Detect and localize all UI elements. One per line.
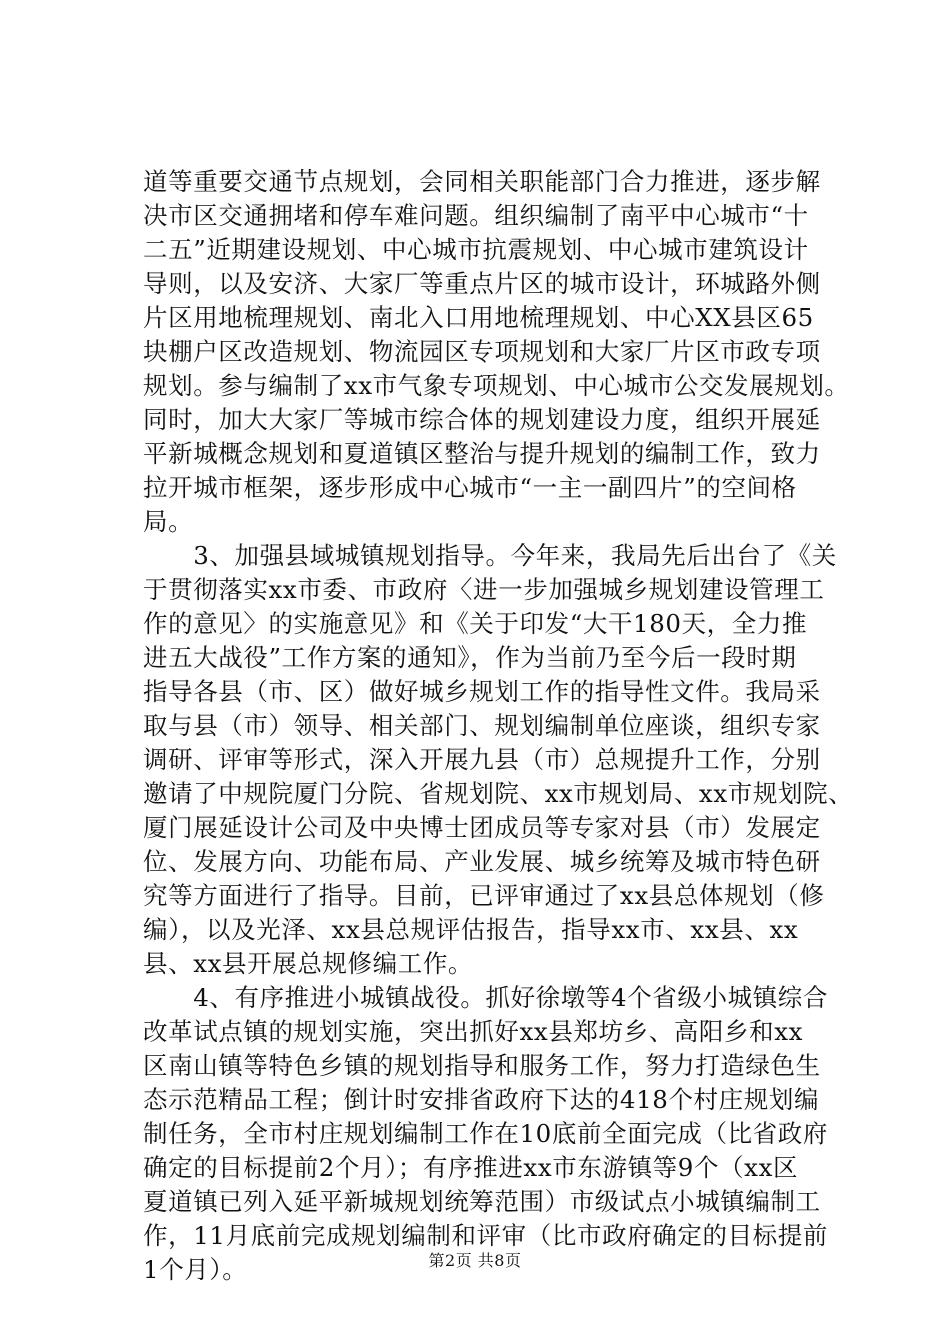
page-footer: 第2页 共8页 (428, 1251, 522, 1270)
paragraph-line: 平新城概念规划和夏道镇区整治与提升规划的编制工作，致力 (143, 439, 821, 468)
paragraph-line: 1个月）。 (143, 1255, 248, 1284)
paragraph-line: 态示范精品工程；倒计时安排省政府下达的418个村庄规划编 (143, 1085, 820, 1114)
paragraph-line: 编），以及光泽、xx县总规评估报告，指导xx市、xx县、xx (143, 915, 799, 944)
paragraph-line: 同时，加大大家厂等城市综合体的规划建设力度，组织开展延 (143, 405, 821, 434)
paragraph-line: 取与县（市）领导、相关部门、规划编制单位座谈，组织专家 (143, 711, 821, 740)
paragraph-line: 片区用地梳理规划、南北入口用地梳理规划、中心XX县区65 (143, 303, 814, 332)
paragraph-line: 作的意见〉的实施意见》和《关于印发“大干180天，全力推 (143, 609, 808, 638)
paragraph-line: 确定的目标提前2个月）；有序推进xx市东游镇等9个（xx区 (143, 1153, 799, 1182)
paragraph-line: 于贯彻落实xx市委、市政府〈进一步加强城乡规划建设管理工 (143, 575, 825, 604)
paragraph-line: 指导各县（市、区）做好城乡规划工作的指导性文件。我局采 (143, 677, 821, 706)
paragraph-line: 调研、评审等形式，深入开展九县（市）总规提升工作，分别 (143, 745, 821, 774)
paragraph-line: 块棚户区改造规划、物流园区专项规划和大家厂片区市政专项 (143, 337, 821, 366)
paragraph-line: 进五大战役”工作方案的通知》，作为当前乃至今后一段时期 (143, 643, 797, 672)
paragraph-line: 邀请了中规院厦门分院、省规划院、xx市规划局、xx市规划院、 (143, 779, 854, 808)
paragraph-line: 导则，以及安济、大家厂等重点片区的城市设计，环城路外侧 (143, 269, 821, 298)
paragraph-line: 4、有序推进小城镇战役。抓好徐墩等4个省级小城镇综合 (143, 983, 828, 1012)
paragraph-line: 区南山镇等特色乡镇的规划指导和服务工作，努力打造绿色生 (143, 1051, 821, 1080)
paragraph-line: 决市区交通拥堵和停车难问题。组织编制了南平中心城市“十 (143, 201, 809, 230)
document-body (143, 165, 854, 1287)
paragraph-line: 道等重要交通节点规划，会同相关职能部门合力推进，逐步解 (143, 167, 821, 196)
paragraph-line: 厦门展延设计公司及中央博士团成员等专家对县（市）发展定 (143, 813, 821, 842)
paragraph-line: 局。 (143, 507, 194, 536)
paragraph-line: 规划。参与编制了xx市气象专项规划、中心城市公交发展规划。 (143, 371, 850, 400)
paragraph-line: 制任务，全市村庄规划编制工作在10底前全面完成（比省政府 (143, 1119, 828, 1148)
paragraph-line: 3、加强县域城镇规划指导。今年来，我局先后出台了《关 (143, 541, 837, 570)
paragraph-line: 改革试点镇的规划实施，突出抓好xx县郑坊乡、高阳乡和xx (143, 1017, 804, 1046)
paragraph-line: 夏道镇已列入延平新城规划统筹范围）市级试点小城镇编制工 (143, 1187, 821, 1216)
paragraph-line: 二五”近期建设规划、中心城市抗震规划、中心城市建筑设计 (143, 235, 809, 264)
paragraph-line: 作，11月底前完成规划编制和评审（比市政府确定的目标提前 (143, 1221, 828, 1250)
paragraph-line: 究等方面进行了指导。目前，已评审通过了xx县总体规划（修 (143, 881, 825, 910)
paragraph-line: 拉开城市框架，逐步形成中心城市“一主一副四片”的空间格 (143, 473, 797, 502)
paragraph-line: 县、xx县开展总规修编工作。 (143, 949, 474, 978)
paragraph-line: 位、发展方向、功能布局、产业发展、城乡统筹及城市特色研 (143, 847, 821, 876)
